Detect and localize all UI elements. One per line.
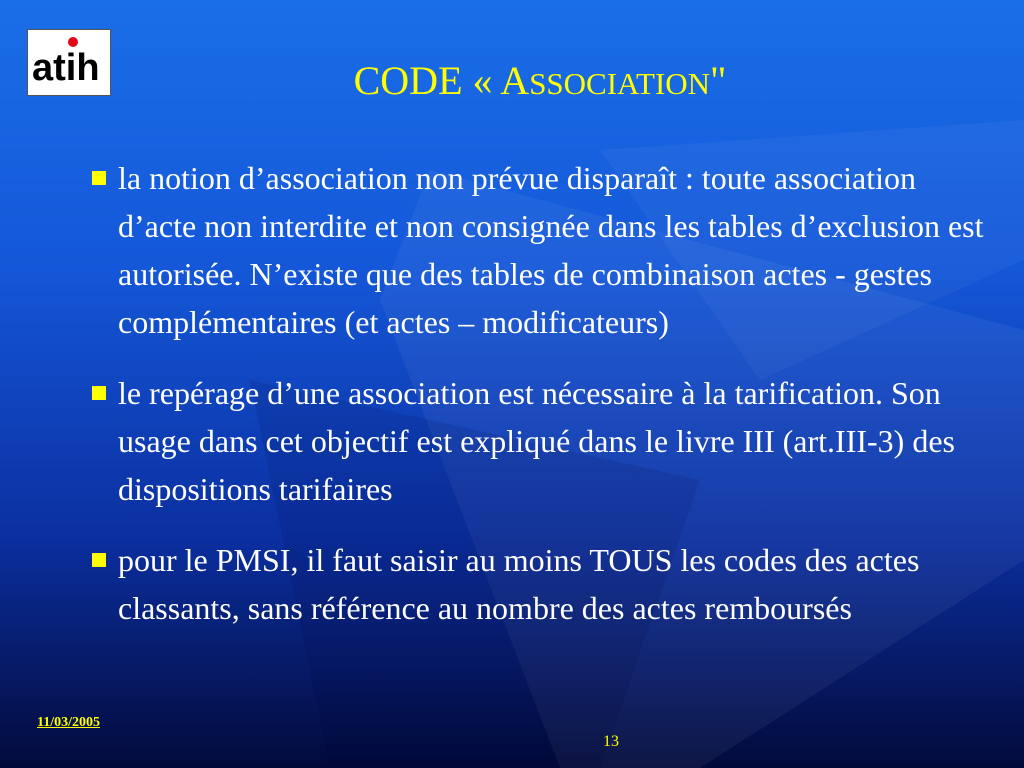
bullet-text: pour le PMSI, il faut saisir au moins TOUS les codes des actes classants, sans référence au nombre des actes remboursés [118, 542, 920, 626]
square-bullet-icon [92, 171, 106, 185]
footer-date: 11/03/2005 [37, 715, 101, 730]
slide-number: 13 [603, 733, 619, 750]
bullet-item [92, 536, 997, 632]
title-suffix: " [710, 58, 727, 103]
bullet-text: la notion d’association non prévue disparaît : toute association d’acte non interdite et non consignée dans les tables d’exclusion est autorisée. N’existe que des tables de combinaison actes - gestes complémentaires (et actes – modificateurs) [118, 160, 984, 340]
bullet-item [92, 154, 997, 346]
logo-text: atih [32, 47, 100, 89]
bullet-text: le repérage d’une association est nécessaire à la tarification. Son usage dans cet objectif est expliqué dans le livre III (art.III-3) des dispositions tarifaires [118, 375, 955, 507]
bullet-item [92, 369, 997, 513]
square-bullet-icon [92, 386, 106, 400]
atih-logo [27, 29, 111, 96]
square-bullet-icon [92, 553, 106, 567]
slide-title [240, 57, 840, 108]
title-prefix: CODE « A [353, 58, 530, 103]
title-smallcaps: SSOCIATION [529, 66, 711, 101]
bullet-list [92, 154, 997, 655]
